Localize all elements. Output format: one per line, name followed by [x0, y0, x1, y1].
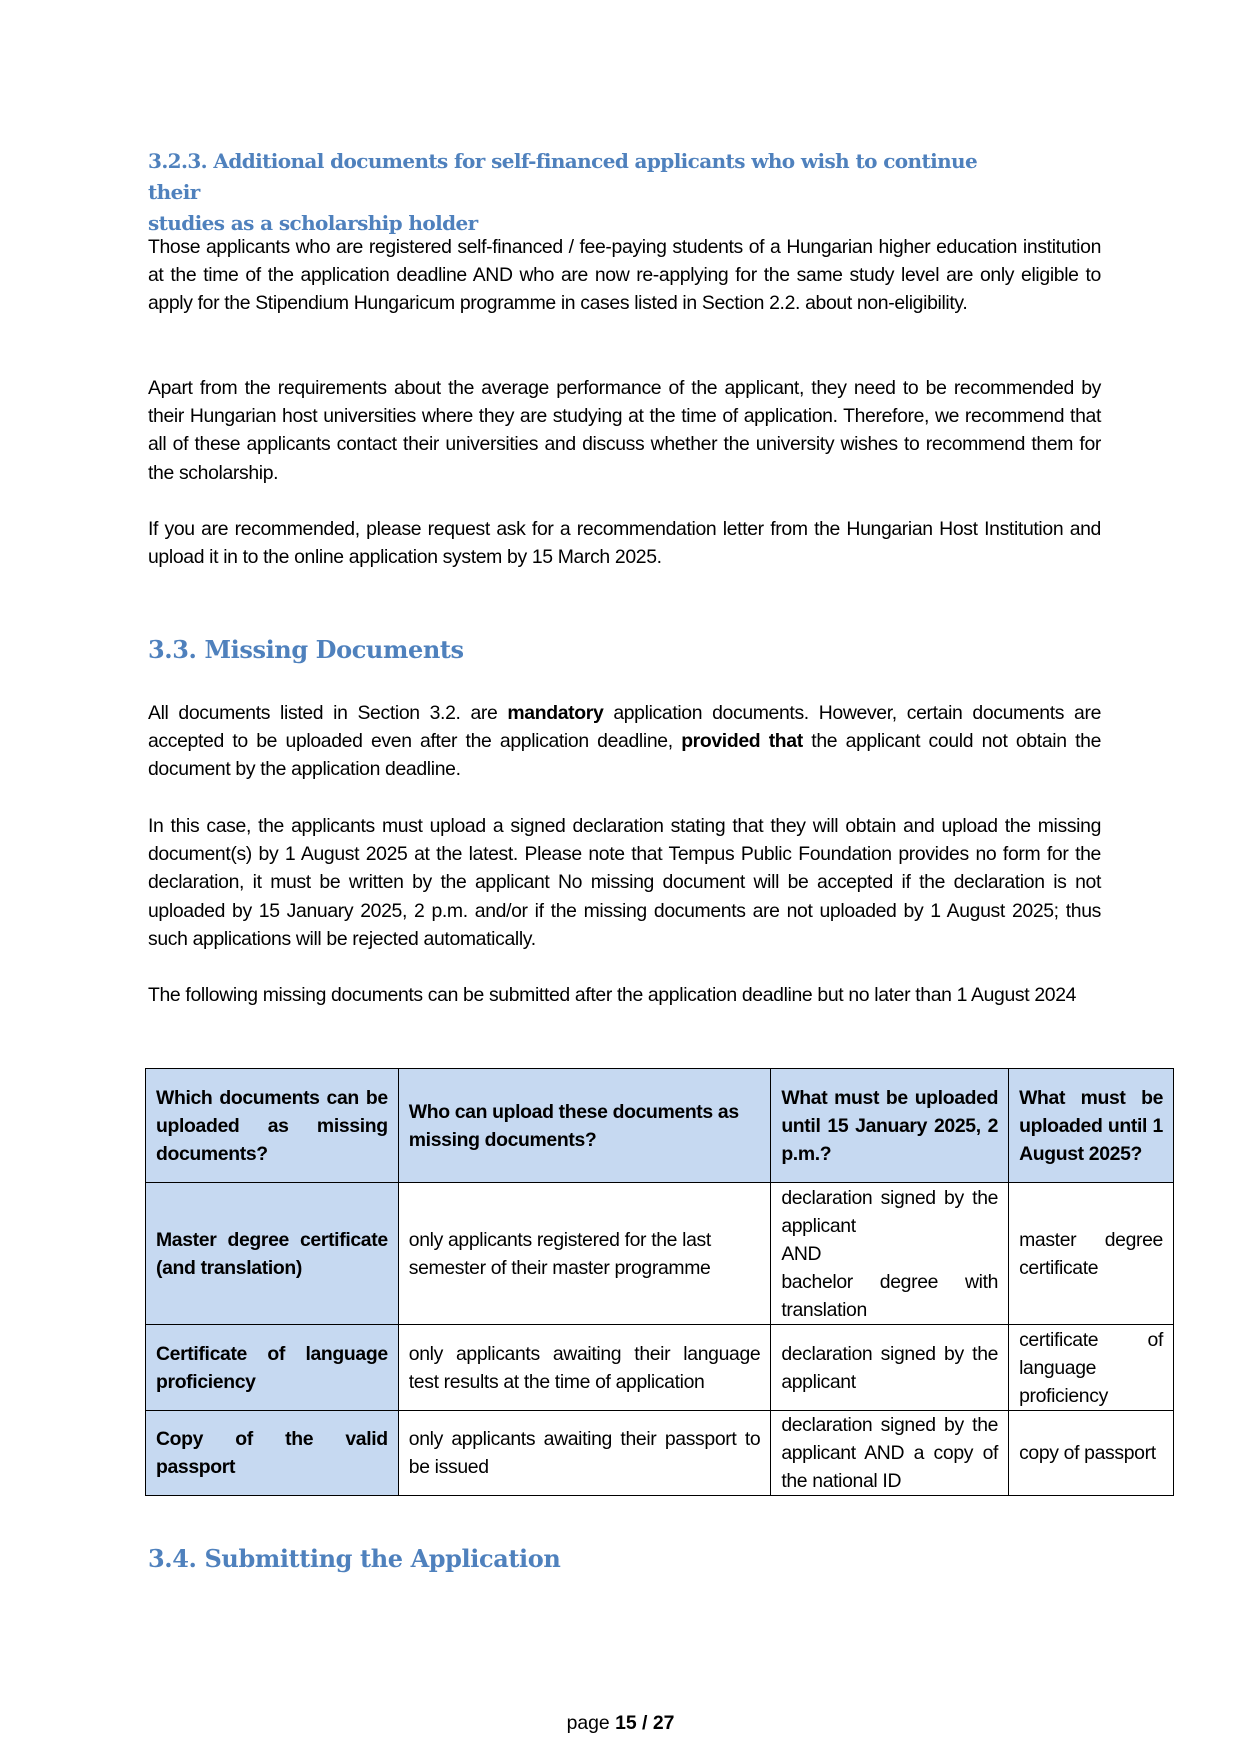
paragraph-recommendation-requirement: Apart from the requirements about the average performance of the applicant, they need to be recommended by their Hungarian host universities where they are studying at the time of application. Therefore, we recommend that all of these applicants contact their universities and discuss whether the university wishes to recommend them for the scholarship. [148, 377, 1101, 484]
cell-until-january [771, 1325, 1009, 1411]
missing-documents-table [145, 1068, 1174, 1496]
heading-line: studies as a scholarship holder [148, 211, 478, 235]
cell-line: AND [781, 1242, 822, 1265]
cell-until-january [771, 1411, 1009, 1496]
cell-until-august: certificate of language proficiency [1009, 1325, 1174, 1411]
cell-line: declaration signed by the applicant AND a copy of the national ID [781, 1414, 999, 1492]
header-until-august: What must be uploaded until 1 August 2025? [1009, 1069, 1174, 1183]
table-row [146, 1411, 1174, 1496]
table-header-row [146, 1069, 1174, 1183]
paragraph-recommendation-letter: If you are recommended, please request ask for a recommendation letter from the Hungarian Host Institution and upload it in to the online application system by 15 March 2025. [148, 518, 1101, 569]
total-pages: 27 [652, 1712, 675, 1734]
current-page: 15 [615, 1712, 637, 1734]
text: application documents. However, certain documents are accepted to be uploaded even after the application deadline, [148, 702, 1102, 753]
cell-document: Certificate of language proficiency [146, 1325, 399, 1411]
text: All documents listed in Section 3.2. are [148, 702, 508, 724]
bold-text: mandatory [507, 702, 604, 724]
cell-until-august: copy of passport [1009, 1411, 1174, 1496]
cell-line: declaration signed by the applicant [781, 1342, 999, 1393]
page-separator: / [636, 1712, 653, 1734]
paragraph-declaration-rules: In this case, the applicants must upload a signed declaration stating that they will obtain and upload the missing document(s) by 1 August 2025 at the latest. Please note that Tempus Public Foundation provides no form for the declaration, it must be written by the applicant No missing document will be accepted if the declaration is not uploaded by 15 January 2025, 2 p.m. and/or if the missing documents are not uploaded by 1 August 2025; thus such applications will be rejected automatically. [148, 815, 1101, 950]
table-row [146, 1183, 1174, 1325]
cell-document: Master degree certificate (and translation) [146, 1183, 399, 1325]
header-who-can-upload: Who can upload these documents as missing documents? [398, 1069, 771, 1183]
cell-line: bachelor degree with translation [781, 1270, 999, 1321]
section-heading-3-2-3 [148, 146, 1028, 239]
section-heading-3-3: 3.3. Missing Documents [148, 635, 464, 664]
cell-who: only applicants awaiting their passport to be issued [398, 1411, 771, 1496]
bold-text: provided that [681, 730, 803, 753]
section-heading-3-4: 3.4. Submitting the Application [148, 1544, 561, 1573]
page-number [0, 1712, 1241, 1735]
paragraph-self-financed-eligibility: Those applicants who are registered self-financed / fee-paying students of a Hungarian higher education institution at the time of the application deadline AND who are now re-applying for the same study level are only eligible to apply for the Stipendium Hungaricum programme in cases listed in Section 2.2. about non-eligibility. [148, 236, 1101, 315]
heading-line: 3.2.3. Additional documents for self-financed applicants who wish to continue their [148, 149, 978, 204]
page-prefix: page [566, 1712, 616, 1734]
header-which-documents: Which documents can be uploaded as missing documents? [146, 1069, 399, 1183]
cell-who: only applicants awaiting their language test results at the time of application [398, 1325, 771, 1411]
header-until-january: What must be uploaded until 15 January 2025, 2 p.m.? [771, 1069, 1009, 1183]
cell-until-january [771, 1183, 1009, 1325]
paragraph-missing-documents-intro: The following missing documents can be submitted after the application deadline but no later than 1 August 2024 [148, 984, 1077, 1006]
text: the applicant could not obtain the document by the application deadline. [148, 730, 1101, 781]
cell-who: only applicants registered for the last semester of their master programme [398, 1183, 771, 1325]
cell-line: declaration signed by the applicant [781, 1186, 999, 1237]
cell-until-august: master degree certificate [1009, 1183, 1174, 1325]
cell-document: Copy of the valid passport [146, 1411, 399, 1496]
paragraph-mandatory-documents [148, 699, 1101, 784]
table-row [146, 1325, 1174, 1411]
